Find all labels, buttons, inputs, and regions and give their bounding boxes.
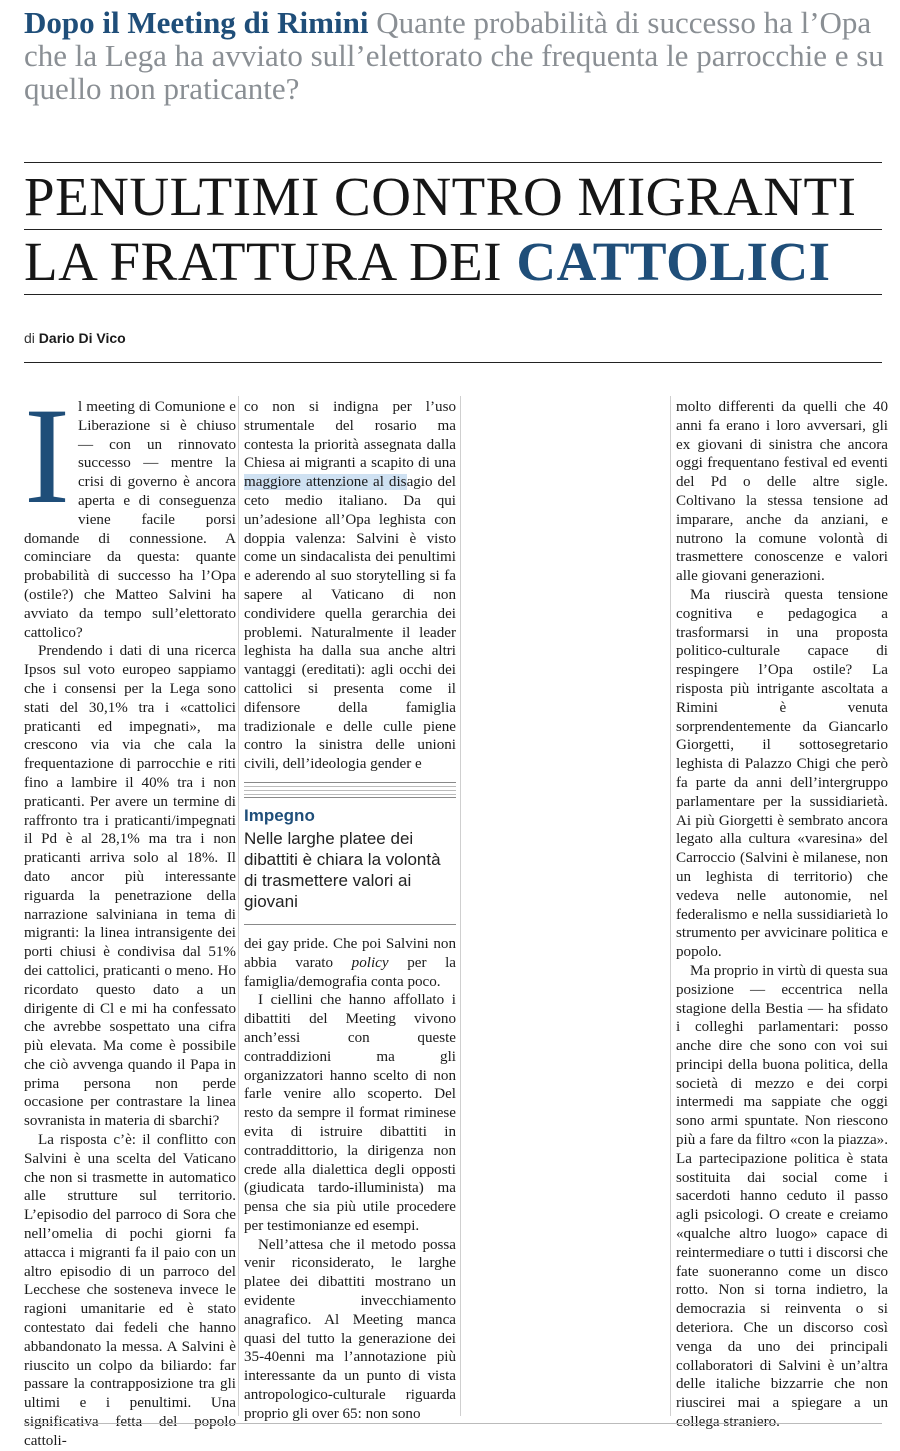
pull-quote-rule <box>244 782 456 798</box>
pull-quote-text: Nelle larghe platee dei dibattiti è chiara la volontà di trasmettere valori ai giovani <box>244 828 441 911</box>
article-paragraph: La risposta c’è: il conflitto con Salvini è una scelta del Vaticano che non si trasmette in automatico alle strutture sul territorio. L’episodio del parroco di Sora che nell’omelia di pochi giorni fa attacca i migranti fa il paio con un altro episodio di un parroco del Lecchese che sosteneva invece le ragioni umanitarie ed è stato contestato dai fedeli che hanno abbandonato la messa. A Salvini è riuscito un colpo da biliardo: far passare la contrapposizione tra gli ultimi e i penultimi. Una significativa fetta del popolo cattoli- <box>24 1132 236 1449</box>
bottom-rule <box>24 1423 882 1424</box>
pull-quote <box>244 782 456 925</box>
article-column-4 <box>676 398 888 1432</box>
byline-prefix: di <box>24 330 39 346</box>
emphasis-text: policy <box>351 954 389 971</box>
column-divider <box>238 396 239 1416</box>
column-divider <box>460 396 461 1416</box>
article-paragraph: Ma riuscirà questa tensione cognitiva e pedagogica a trasformarsi in una proposta politico-culturale capace di respingere l’Opa ostile? La risposta più intrigante ascoltata a Rimini è venuta sorprendentemente da Giancarlo Giorgetti, il sottosegretario leghista di Palazzo Chigi che però fa parte da anni dell’intergruppo parlamentare per la sussidiarietà. Ai più Giorgetti è sembrato ancora legato alla cultura «varesina» del Carroccio (Salvini è milanese, non un leghista di territorio) che vedeva nelle autonomie, nel federalismo e nella sussidiarietà lo strumento per avvicinare politica e popolo. <box>676 586 888 961</box>
article-paragraph <box>244 935 456 991</box>
article-column-2 <box>244 398 456 1424</box>
headline-accent: CATTOLICI <box>516 231 831 292</box>
headline-rule-middle <box>24 229 882 230</box>
headline-line-1: PENULTIMI CONTRO MIGRANTI <box>24 166 857 227</box>
paragraph-text: co non si indigna per l’uso strumentale del rosario ma contesta la priorità assegnata dalla Chiesa ai migranti a scapito di una <box>244 399 456 472</box>
article-paragraph <box>24 379 236 642</box>
column-divider <box>670 396 671 1416</box>
byline-author: Dario Di Vico <box>38 330 126 346</box>
article-paragraph: Ma proprio in virtù di questa sua posizione — eccentrica nella stagione della Bestia — ha sfidato i colleghi parlamentari: posso anche dire che sono con voi sui principi della buona politica, della società di mezzo e dei corpi intermedi ma sappiate che oggi sono armi spuntate. Non riescono più a fare da filtro «con la piazza». La partecipazione politica è stata sostituita dai social come i sacerdoti hanno ceduto il passo agli psicologi. O create e creiamo «qualche altro luogo» capace di reintermediare o tutti i discorsi che fate suoneranno come un disco rotto. Non si torna indietro, la democrazia si reinventa o si deteriora. Che un discorso così venga da uno dei principali collaboratori di Salvini è un’altra delle italiche bizzarrie che non riuscirei mai a spiegare a un collega straniero. <box>676 962 888 1431</box>
headline-rule-top <box>24 162 882 163</box>
highlighted-text: maggiore attenzione al dis <box>244 474 407 491</box>
article-column-1 <box>24 379 236 1451</box>
kicker <box>24 6 884 105</box>
paragraph-text: agio del ceto medio italiano. Da qui un’adesione all’Opa leghista con doppia valenza: Salvini è visto come un sindacalista dei penultimi e aderendo al suo storytelling si fa sapere al Vaticano di non condividere quella gerarchia dei problemi. Naturalmente il leader leghista ha dalla sua anche altri vantaggi (ereditati): agli occhi dei cattolici si presenta come il difensore della famiglia tradizionale e delle culle piene contro la sinistra delle unioni civili, dell’ideologia gender e <box>244 474 456 773</box>
kicker-text: Quante probabilità di successo ha l’Opa che la Lega ha avviato sull’elettorato che frequenta le parrocchie e su quello non praticante? <box>24 5 884 106</box>
paragraph-text: per la famiglia/demografia conta poco. <box>244 954 456 990</box>
pull-quote-label: Impegno <box>244 805 315 825</box>
byline-rule <box>24 362 882 363</box>
article-paragraph: I ciellini che hanno affollato i dibattiti del Meeting vivono anch’essi con queste contraddizioni ma gli organizzatori hanno scelto di non farle venire allo scoperto. Del resto da sempre il format riminese evita di istruire dibattiti in contraddittorio, la dirigenza non crede alla dialettica degli opposti (giudicata tardo-illuminista) ma pensa che sia più utile procedere per testimonianze ed esempi. <box>244 992 456 1234</box>
paragraph-text: dei gay pride. Che poi Salvini non abbia varato <box>244 935 456 971</box>
headline-rule-bottom <box>24 294 882 295</box>
article-paragraph: molto differenti da quelli che 40 anni fa erano i loro avversari, gli ex giovani di sinistra che ancora oggi frequentano festival ed eventi del Pd o delle altre sigle. Coltivano la stessa tensione ad imparare, anche da anziani, e nutrono la comune volontà di trasmettere conoscenze e valori alle giovani generazioni. <box>676 399 888 585</box>
article-paragraph: Prendendo i dati di una ricerca Ipsos sul voto europeo sappiamo che i consensi per la Lega sono stati del 30,1% tra i «cattolici praticanti ed impegnati», ma crescono via via che cala la frequentazione di parrocchie e riti fino a lambire il 40% tra i non praticanti. Per avere un termine di raffronto tra i praticanti/impegnati il Pd è al 28,1% ma tra i non praticanti arriva solo al 18%. Il dato ancor più interessante riguarda la penetrazione della narrazione salviniana in tema di migranti: la linea intransigente dei porti chiusi è condivisa dal 51% dei cattolici, praticanti o meno. Ho ricordato questo dato a un dirigente di Cl e mi ha confessato che avrebbe sospettato una cifra più elevata. Ma come è possibile che ciò avvenga quando il Papa in prima persona non perde occasione per contrastare la linea sovranista in materia di sbarchi? <box>24 643 236 1130</box>
article-paragraph <box>244 398 456 774</box>
article-paragraph: Nell’attesa che il metodo possa venir riconsiderato, le larghe platee dei dibattiti mostrano un evidente invecchiamento anagrafico. Al Meeting manca quasi del tutto la generazione dei 35-40enni ma l’annotazione più interessante da un punto di vista antropologico-culturale riguarda proprio gli over 65: non sono <box>244 1236 456 1422</box>
headline-line-2-prefix: LA FRATTURA DEI <box>24 231 517 292</box>
headline-line-2 <box>24 233 882 291</box>
paragraph-text: l meeting di Comunione e Liberazione si è chiuso — con un rinnovato successo — mentre la crisi di governo è ancora aperta e di conseguenza viene facile porsi domande di connessione. A cominciare da questa: quante probabilità di successo ha l’Opa (ostile?) che Matteo Salvini ha avviato da tempo sull’elettorato cattolico? <box>24 399 236 641</box>
pull-quote-end-rule <box>244 924 456 925</box>
byline <box>24 330 126 346</box>
kicker-lead: Dopo il Meeting di Rimini <box>24 5 369 40</box>
dropcap: I <box>24 379 70 532</box>
